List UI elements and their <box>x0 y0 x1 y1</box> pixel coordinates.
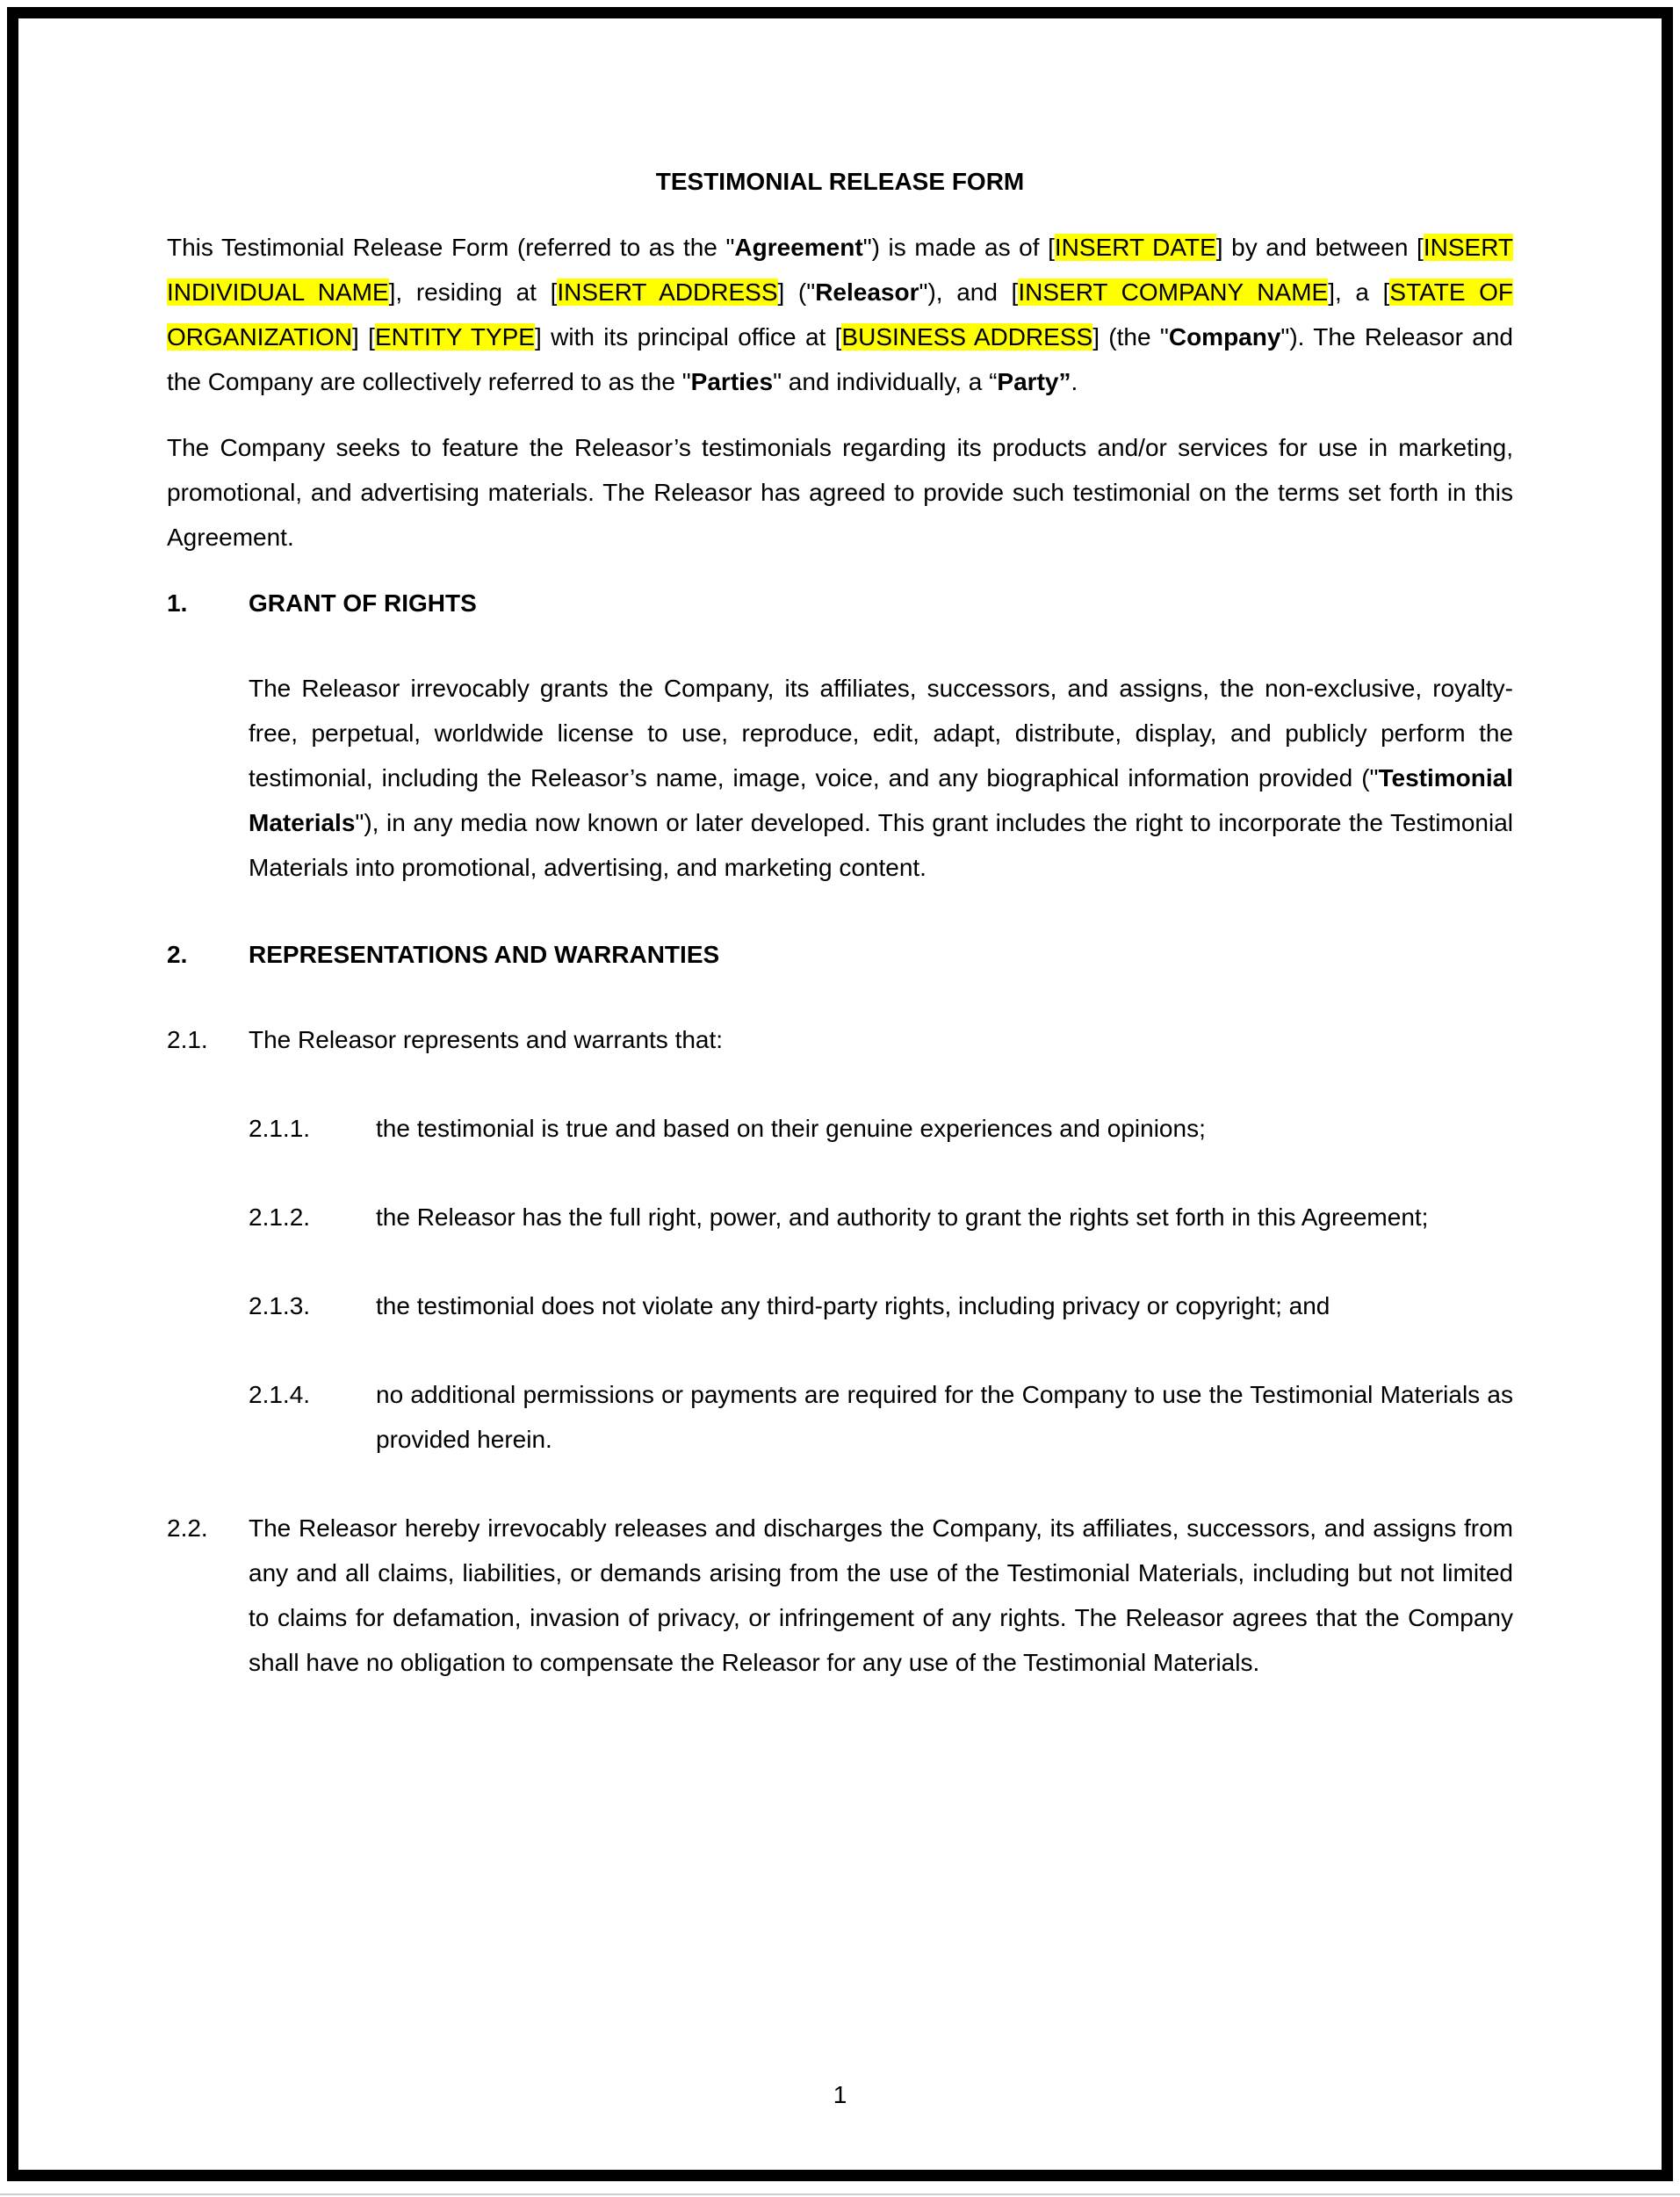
clause-2-1-2 <box>249 1195 1513 1239</box>
clause-2-1-1-text: the testimonial is true and based on their genuine experiences and opinions; <box>376 1115 1206 1142</box>
clause-2-1-2-number: 2.1.2. <box>249 1203 311 1231</box>
clause-2-2 <box>167 1506 1513 1685</box>
document-page <box>7 7 1673 2181</box>
clause-2-1-4 <box>249 1372 1513 1462</box>
section-2-heading <box>167 932 1513 977</box>
page-edge-line <box>0 2193 1680 2195</box>
intro-paragraph: This Testimonial Release Form (referred to as the "Agreement") is made as of [INSERT DATE] by and between [INSERT INDIVIDUAL NAME], residing at [INSERT ADDRESS] ("Releasor"), and [INSERT COMPANY NAME], a [STATE OF ORGANIZATION] [ENTITY TYPE] with its principal office at [BUSINESS ADDRESS] (the "Company"). The Releasor and the Company are collectively referred to as the "Parties" and individually, a “Party”. <box>167 234 1514 395</box>
clause-2-1-3-text: the testimonial does not violate any third-party rights, including privacy or copyright; and <box>376 1292 1330 1319</box>
section-1-heading <box>167 581 1513 625</box>
clause-2-2-text: The Releasor hereby irrevocably releases and discharges the Company, its affiliates, successors, and assigns from any and all claims, liabilities, or demands arising from the use of the Testimonial Materials, including but not limited to claims for defamation, invasion of privacy, or infringement of any rights. The Releasor agrees that the Company shall have no obligation to compensate the Releasor for any use of the Testimonial Materials. <box>249 1514 1513 1676</box>
clause-2-1-4-text: no additional permissions or payments are required for the Company to use the Testimonial Materials as provided herein. <box>376 1381 1513 1453</box>
clause-2-1-1-number: 2.1.1. <box>249 1115 311 1142</box>
clause-2-1-1 <box>249 1106 1513 1151</box>
section-1-heading-text: GRANT OF RIGHTS <box>249 589 477 617</box>
clause-2-1-4-number: 2.1.4. <box>249 1381 311 1408</box>
clause-2-1-number: 2.1. <box>167 1026 208 1053</box>
purpose-paragraph: The Company seeks to feature the Releasor’s testimonials regarding its products and/or services for use in marketing, promotional, and advertising materials. The Releasor has agreed to provide such testimonial on the terms set forth in this Agreement. <box>167 434 1513 551</box>
clause-2-2-number: 2.2. <box>167 1514 208 1542</box>
section-2-number: 2. <box>167 941 188 968</box>
section-2-heading-text: REPRESENTATIONS AND WARRANTIES <box>249 941 720 968</box>
clause-2-1-2-text: the Releasor has the full right, power, and authority to grant the rights set forth in this Agreement; <box>376 1203 1429 1231</box>
section-1-body: The Releasor irrevocably grants the Company, its affiliates, successors, and assigns, the non-exclusive, royalty-free, perpetual, worldwide license to use, reproduce, edit, adapt, distribute, display, and publicly perform the testimonial, including the Releasor’s name, image, voice, and any biographical information provided ("Testimonial Materials"), in any media now known or later developed. This grant includes the right to incorporate the Testimonial Materials into promotional, advertising, and marketing content. <box>249 675 1513 881</box>
clause-2-1-text: The Releasor represents and warrants that: <box>249 1026 724 1053</box>
clause-2-1 <box>167 1017 1513 1062</box>
document-title: TESTIMONIAL RELEASE FORM <box>655 168 1025 195</box>
section-1-number: 1. <box>167 589 188 617</box>
clause-2-1-3 <box>249 1283 1513 1328</box>
page-number: 1 <box>833 2081 847 2108</box>
clause-2-1-3-number: 2.1.3. <box>249 1292 311 1319</box>
